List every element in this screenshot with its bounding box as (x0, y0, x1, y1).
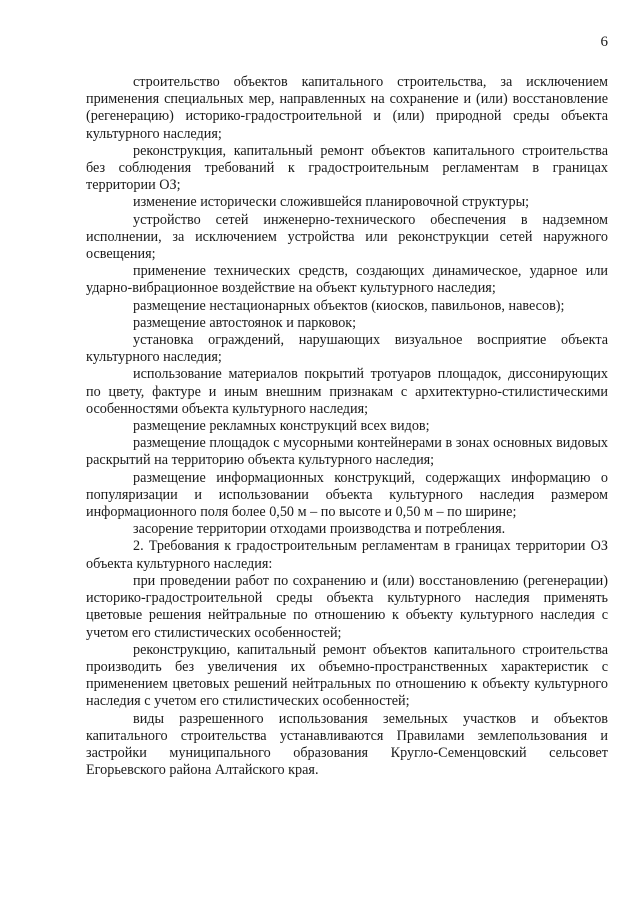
paragraph: устройство сетей инженерно-технического обеспечения в надземном исполнении, за исключением устройства или реконструкции сетей наружного освещения; (86, 211, 608, 263)
section-heading: 2. Требования к градостроительным регламентам в границах территории ОЗ объекта культурного наследия: (86, 538, 608, 572)
paragraph: установка ограждений, нарушающих визуальное восприятие объекта культурного наследия; (86, 332, 608, 366)
paragraph: виды разрешенного использования земельных участков и объектов капитального строительства устанавливаются Правилами землепользования и застройки муниципального образования Кругло-Семенцовский сельсовет Егорьевского района Алтайского края. (86, 710, 608, 779)
page-number: 6 (600, 34, 608, 50)
paragraph: реконструкцию, капитальный ремонт объектов капитального строительства производить без увеличения их объемно-пространственных характеристик с применением цветовых решений нейтральных по отношению к объекту культурного наследия с учетом его стилистических особенностей; (86, 641, 608, 710)
paragraph: засорение территории отходами производства и потребления. (133, 521, 506, 538)
paragraph: изменение исторически сложившейся планировочной структуры; (133, 194, 530, 211)
document-body (86, 74, 608, 779)
paragraph: размещение рекламных конструкций всех видов; (133, 418, 430, 435)
paragraph: реконструкция, капитальный ремонт объектов капитального строительства без соблюдения требований к градостроительным регламентам в границах территории ОЗ; (86, 142, 608, 194)
paragraph: размещение автостоянок и парковок; (133, 314, 357, 331)
paragraph: строительство объектов капитального строительства, за исключением применения специальных мер, направленных на сохранение и (или) восстановление (регенерацию) историко-градостроительной и (или) природной среды объекта культурного наследия; (86, 74, 608, 142)
paragraph: при проведении работ по сохранению и (или) восстановлению (регенерации) историко-градостроительной среды объекта культурного наследия применять цветовые решения нейтральные по отношению к объекту культурного наследия с учетом его стилистических особенностей; (86, 572, 608, 641)
paragraph: размещение нестационарных объектов (киосков, павильонов, навесов); (133, 297, 565, 314)
paragraph: размещение информационных конструкций, содержащих информацию о популяризации и использовании объекта культурного наследия размером информационного поля более 0,50 м – по высоте и 0,50 м – по ширине; (86, 469, 608, 521)
paragraph: размещение площадок с мусорными контейнерами в зонах основных видовых раскрытий на территорию объекта культурного наследия; (86, 435, 608, 469)
paragraph: использование материалов покрытий тротуаров площадок, диссонирующих по цвету, фактуре и иным внешним признакам с архитектурно-стилистическими особенностями объекта культурного наследия; (86, 366, 608, 417)
paragraph: применение технических средств, создающих динамическое, ударное или ударно-вибрационное воздействие на объект культурного наследия; (86, 263, 608, 297)
